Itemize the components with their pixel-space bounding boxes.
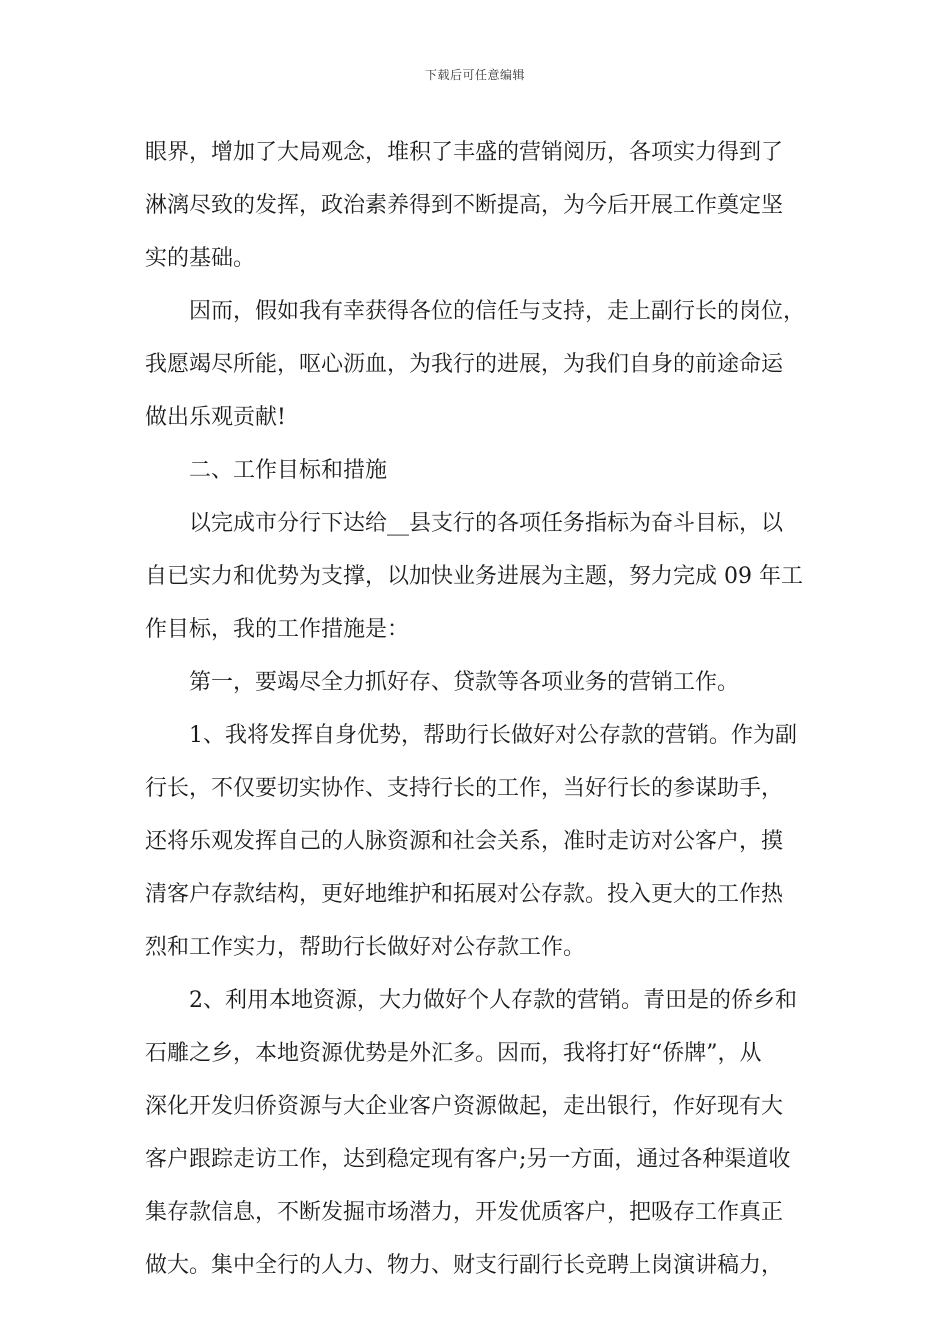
text-line: 清客户存款结构，更好地维护和拓展对公存款。投入更大的工作热	[145, 882, 784, 907]
paragraph-start-line: 2、利用本地资源，大力做好个人存款的营销。青田是的侨乡和	[189, 988, 797, 1013]
text-line: 做出乐观贡献!	[145, 405, 286, 430]
text-line: 集存款信息，不断发掘市场潜力，开发优质客户，把吸存工作真正	[145, 1200, 784, 1225]
text-line: 做大。集中全行的人力、物力、财支行副行长竞聘上岗演讲稿力，	[145, 1253, 784, 1278]
text-line: 客户跟踪走访工作，达到稳定现有客户;另一方面，通过各种渠道收	[145, 1147, 791, 1172]
document-body	[145, 126, 810, 1292]
text-line: 实的基础。	[145, 246, 256, 271]
paragraph-start-line: 1、我将发挥自身优势，帮助行长做好对公存款的营销。作为副	[189, 723, 797, 748]
text-line: 我愿竭尽所能，呕心沥血，为我行的进展，为我们自身的前途命运	[145, 352, 784, 377]
text-line: 石雕之乡，本地资源优势是外汇多。因而，我将打好“侨牌”，从	[145, 1041, 762, 1066]
paragraph-start-line: 第一，要竭尽全力抓好存、贷款等各项业务的营销工作。	[189, 670, 740, 695]
text-line: 深化开发归侨资源与大企业客户资源做起，走出银行，作好现有大	[145, 1094, 784, 1119]
text-line: 烈和工作实力，帮助行长做好对公存款工作。	[145, 935, 586, 960]
text-line: 行长，不仅要切实协作、支持行长的工作，当好行长的参谋助手，	[145, 776, 784, 801]
text-line: 作目标，我的工作措施是：	[145, 617, 410, 642]
page-header: 下载后可任意编辑	[424, 68, 525, 82]
text-line: 还将乐观发挥自己的人脉资源和社会关系，准时走访对公客户，摸	[145, 829, 784, 854]
text-line: 眼界，增加了大局观念，堆积了丰盛的营销阅历，各项实力得到了	[145, 140, 784, 165]
paragraph-start-line: 因而，假如我有幸获得各位的信任与支持，走上副行长的岗位，	[189, 299, 806, 324]
text-line: 淋漓尽致的发挥，政治素养得到不断提高，为今后开展工作奠定坚	[145, 193, 784, 218]
section-heading: 二、工作目标和措施	[189, 458, 388, 483]
paragraph-start-line: 以完成市分行下达给__县支行的各项任务指标为奋斗目标，以	[189, 511, 784, 536]
text-line: 自已实力和优势为支撑，以加快业务进展为主题，努力完成 09 年工	[145, 564, 803, 589]
